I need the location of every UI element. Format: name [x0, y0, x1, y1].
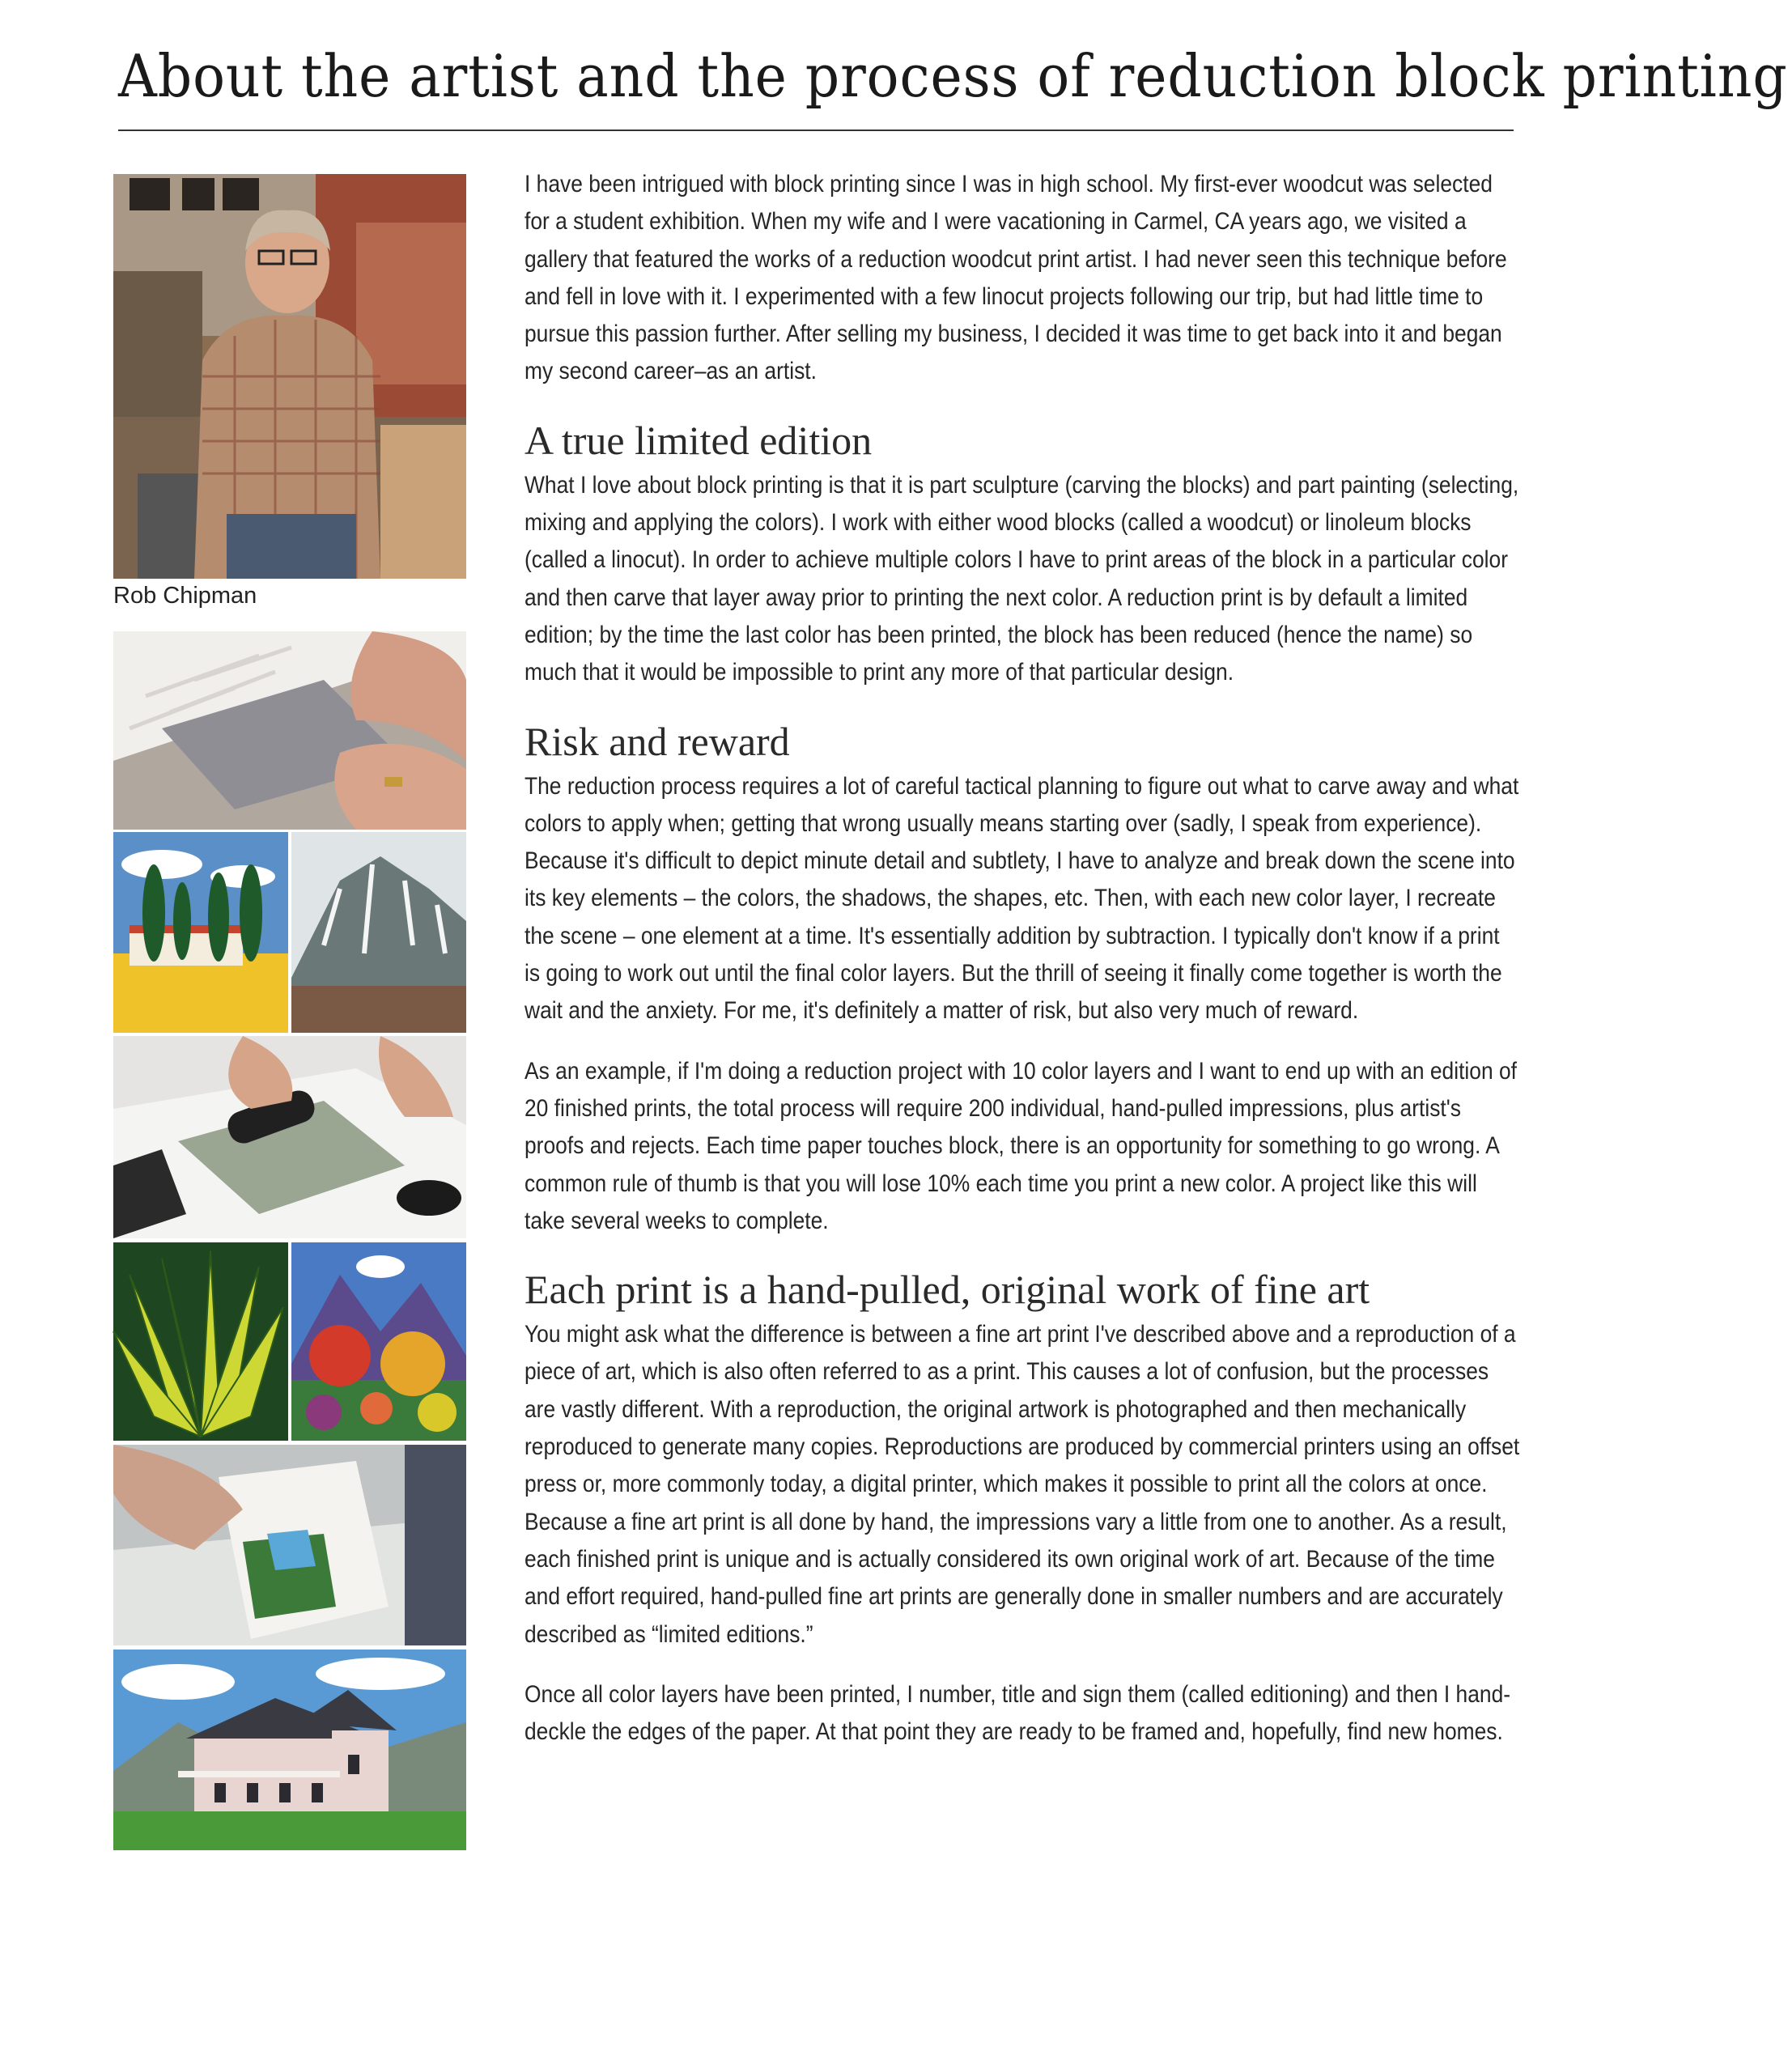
house-print-image	[113, 1650, 466, 1850]
photo-caption: Rob Chipman	[113, 583, 257, 609]
title-divider	[118, 130, 1514, 131]
section-paragraph: Once all color layers have been printed, I number, title and sign them (called editioning) and then I hand-deckle the edges of the paper. At that point they are ready to be framed and, hopefully, find new homes.	[525, 1680, 1511, 1746]
section-heading-limited-edition: A true limited edition	[525, 417, 873, 463]
artist-portrait-photo	[113, 174, 466, 579]
article-body	[525, 166, 1520, 1773]
section-paragraph: As an example, if I'm doing a reduction project with 10 color layers and I want to end up with an edition of 20 finished prints, the total process will require 200 individual, hand-pulled impressions, plus artist's proofs and rejects. Each time paper touches block, there is an opportunity for something to go wrong. A common rule of thumb is that you will lose 10% each time you print a new color. A project like this will take several weeks to complete.	[525, 1057, 1518, 1234]
page-title: About the artist and the process of reduction block printing	[118, 42, 1788, 110]
landscape-print-image	[291, 1242, 466, 1441]
section-paragraph: You might ask what the difference is between a fine art print I've described above and a reproduction of a piece of art, which is also often referred to as a print. This causes a lot of confusion, but the processes are vastly different. With a reproduction, the original artwork is photographed and then mechanically reproduced to generate many copies. Reproductions are produced by commercial printers using an offset press or, more commonly today, a digital printer, which makes it possible to print all the colors at once. Because a fine art print is all done by hand, the impressions vary a little from one to another. As a result, each finished print is unique and is actually considered its own original work of art. Because of the time and effort required, hand-pulled fine art prints are generally done in smaller numbers and are accurately described as “limited editions.”	[525, 1321, 1520, 1648]
section-paragraph: The reduction process requires a lot of careful tactical planning to figure out what to carve away and what colors to apply when; getting that wrong usually means starting over (sadly, I speak from experience). Because it's difficult to depict minute detail and subtlety, I have to analyze and break down the scene into its key elements – the colors, the shadows, the shapes, etc. Then, with each new color layer, I recreate the scene – one element at a time. It's essentially addition by subtraction. I typically don't know if a print is going to work out until the final color layers. But the thrill of seeing it finally come together is worth the wait and the anxiety. For me, it's definitely a matter of risk, but also very much of reward.	[525, 772, 1519, 1025]
inking-photo	[113, 1036, 466, 1238]
section-heading-risk-reward: Risk and reward	[525, 718, 790, 764]
section-heading-original-art: Each print is a hand-pulled, original work of fine art	[525, 1267, 1370, 1313]
cypress-print-image	[113, 832, 288, 1033]
intro-paragraph: I have been intrigued with block printing since I was in high school. My first-ever woodcut was selected for a student exhibition. When my wife and I were vacationing in Carmel, CA years ago, we visited a gallery that featured the works of a reduction woodcut print artist. I had never seen this technique before and fell in love with it. I experimented with a few linocut projects following our trip, but had little time to pursue this passion further. After selling my business, I decided it was time to get back into it and began my second career–as an artist.	[525, 171, 1507, 385]
mountain-print-image	[291, 832, 466, 1033]
section-paragraph: What I love about block printing is that it is part sculpture (carving the blocks) and part painting (selecting, mixing and applying the colors). I work with either wood blocks (called a woodcut) or linoleum blocks (called a linocut). In order to achieve multiple colors I have to print areas of the block in a particular color and then carve that layer away prior to printing the next color. A reduction print is by default a limited edition; by the time the last color has been printed, the block has been reduced (hence the name) so much that it would be impossible to print any more of that particular design.	[525, 471, 1519, 686]
pulling-print-photo	[113, 1445, 466, 1645]
carving-photo	[113, 631, 466, 830]
agave-print-image	[113, 1242, 288, 1441]
